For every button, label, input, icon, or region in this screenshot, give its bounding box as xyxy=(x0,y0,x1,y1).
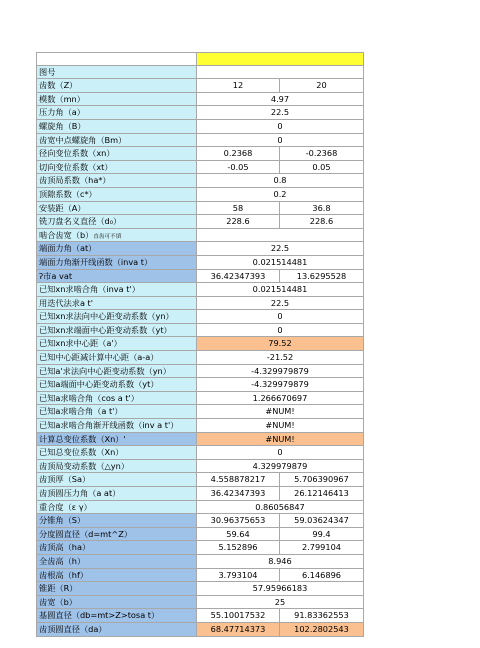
row-label: 啮合齿宽（b） xyxy=(39,229,94,240)
row-label-cell[interactable] xyxy=(36,405,197,419)
row-label-cell[interactable] xyxy=(36,310,197,324)
row-label: ʔ巿a vat xyxy=(39,270,73,281)
row-label-cell[interactable] xyxy=(36,215,197,229)
gear2-value-cell[interactable]: 228.6 xyxy=(280,215,364,229)
header-row xyxy=(36,52,364,66)
row-label-cell[interactable] xyxy=(36,501,197,515)
row-label: 齿顶厚（Sa） xyxy=(39,474,91,485)
gear1-value-cell[interactable]: 68.47714373 xyxy=(197,623,280,637)
table-row xyxy=(36,229,364,243)
merged-value-cell[interactable]: 0 xyxy=(197,310,364,324)
merged-value-cell[interactable]: 4.97 xyxy=(197,93,364,107)
row-label: 已知xn求中心距（a'） xyxy=(39,338,122,349)
row-label: 已知a'求法向中心距变动系数（yn） xyxy=(39,365,171,376)
merged-value-cell[interactable]: #NUM! xyxy=(197,433,364,447)
row-label: 已知a求啮合角（cos a t'） xyxy=(39,392,139,403)
table-row xyxy=(36,392,364,406)
gear1-value-cell[interactable]: 3.793104 xyxy=(197,569,280,583)
merged-value-cell[interactable]: -4.329979879 xyxy=(197,378,364,392)
table-row xyxy=(36,460,364,474)
gear1-value-cell[interactable]: 36.42347393 xyxy=(197,487,280,501)
row-label: 分度圆直径（d=mt^Z） xyxy=(39,528,133,539)
row-label-cell[interactable] xyxy=(36,202,197,216)
merged-value-cell[interactable]: 8.946 xyxy=(197,555,364,569)
merged-value-cell[interactable]: -4.329979879 xyxy=(197,365,364,379)
row-label-cell[interactable] xyxy=(36,297,197,311)
gear2-value-cell[interactable]: 20 xyxy=(280,79,364,93)
row-label-cell[interactable] xyxy=(36,446,197,460)
table-row xyxy=(36,242,364,256)
table-row xyxy=(36,365,364,379)
merged-value-cell[interactable]: 0.86056847 xyxy=(197,501,364,515)
gear2-value-cell[interactable]: 99.4 xyxy=(280,528,364,542)
row-label: 顶隙系数（c*） xyxy=(39,188,97,199)
row-label: 齿顶高（ha） xyxy=(39,542,91,553)
table-row xyxy=(36,351,364,365)
table-row xyxy=(36,202,364,216)
row-label: 齿顶圆压力角（a at） xyxy=(39,488,121,498)
row-label-cell[interactable] xyxy=(36,487,197,501)
merged-value-cell[interactable]: 57.95966183 xyxy=(197,582,364,596)
row-label-cell[interactable] xyxy=(36,378,197,392)
gear1-value-cell[interactable]: 36.42347393 xyxy=(197,270,280,284)
row-label: 压力角（a） xyxy=(39,107,85,118)
row-label-cell[interactable] xyxy=(36,528,197,542)
table-row xyxy=(36,174,364,188)
row-label: 齿顶局系数（ha*） xyxy=(39,175,111,186)
row-label-cell[interactable] xyxy=(36,569,197,583)
row-label: 安装距（A） xyxy=(39,202,86,213)
row-label-cell[interactable] xyxy=(36,582,197,596)
row-label: 螺旋角（B） xyxy=(39,120,86,131)
table-row xyxy=(36,337,364,351)
table-row xyxy=(36,93,364,107)
gear2-value-cell[interactable]: 5.706390967 xyxy=(280,473,364,487)
merged-value-cell[interactable]: 79.52 xyxy=(197,337,364,351)
merged-value-cell[interactable]: 0.021514481 xyxy=(197,256,364,270)
row-label-cell[interactable] xyxy=(36,242,197,256)
row-label-cell[interactable] xyxy=(36,623,197,637)
table-row xyxy=(36,297,364,311)
row-label: 模数（mn） xyxy=(39,93,85,104)
table-row xyxy=(36,270,364,284)
gear2-value-cell[interactable]: 59.03624347 xyxy=(280,514,364,528)
row-label: 齿顶局变动系数（△yn） xyxy=(39,460,130,471)
merged-value-cell[interactable]: 22.5 xyxy=(197,106,364,120)
row-label: 齿顶圆直径（da） xyxy=(39,623,107,634)
row-label-cell[interactable] xyxy=(36,134,197,148)
gear2-value-cell[interactable]: 91.83362553 xyxy=(280,609,364,623)
row-label: 重合度（ε γ） xyxy=(39,501,92,512)
merged-value-cell[interactable]: #NUM! xyxy=(197,419,364,433)
row-label-cell[interactable] xyxy=(36,365,197,379)
row-label: 齿宽中点螺旋角（Bm） xyxy=(39,134,127,145)
table-row xyxy=(36,623,364,637)
gear2-value-cell[interactable]: 13.6295528 xyxy=(280,270,364,284)
row-label-cell[interactable] xyxy=(36,147,197,161)
header-yellow-cell[interactable] xyxy=(197,52,364,66)
row-label-cell[interactable] xyxy=(36,256,197,270)
table-row xyxy=(36,405,364,419)
merged-value-cell[interactable] xyxy=(197,66,364,80)
data-rows xyxy=(36,66,364,637)
row-label: 已知xn求法向中心距变动系数（yn） xyxy=(39,311,174,322)
gear1-value-cell[interactable]: -0.05 xyxy=(197,161,280,175)
merged-value-cell[interactable]: 0.8 xyxy=(197,174,364,188)
table-row xyxy=(36,188,364,202)
row-label: 已知中心距减计算中心距（a-a） xyxy=(39,352,159,363)
merged-value-cell[interactable]: 0 xyxy=(197,134,364,148)
row-label-cell[interactable] xyxy=(36,392,197,406)
row-label: 分锥角（S） xyxy=(39,515,86,526)
table-row xyxy=(36,215,364,229)
header-label-cell[interactable] xyxy=(36,52,197,66)
merged-value-cell[interactable]: 22.5 xyxy=(197,297,364,311)
row-label-cell[interactable] xyxy=(36,270,197,284)
row-label: 全齿高（h） xyxy=(39,555,86,566)
table-row xyxy=(36,66,364,80)
table-row xyxy=(36,528,364,542)
row-label: 已知xn求端面中心距变动系数（yt） xyxy=(39,324,172,335)
row-label: 端面力角渐开线函数（inva t） xyxy=(39,256,153,267)
row-label: 已知a端面中心距变动系数（yt） xyxy=(39,379,159,390)
gear2-value-cell[interactable]: 36.8 xyxy=(280,202,364,216)
row-label-cell[interactable] xyxy=(36,609,197,623)
table-row xyxy=(36,473,364,487)
row-label: 径向变位系数（xn） xyxy=(39,148,115,159)
gear1-value-cell[interactable]: 4.558878217 xyxy=(197,473,280,487)
table-row xyxy=(36,419,364,433)
merged-value-cell[interactable]: 0 xyxy=(197,324,364,338)
row-label-cell[interactable] xyxy=(36,419,197,433)
gear2-value-cell[interactable]: 6.146896 xyxy=(280,569,364,583)
table-row xyxy=(36,147,364,161)
row-label-cell[interactable] xyxy=(36,229,197,243)
table-row xyxy=(36,283,364,297)
merged-value-cell[interactable]: 0.2 xyxy=(197,188,364,202)
table-row xyxy=(36,501,364,515)
row-label: 已知xn求啮合角（inva t'） xyxy=(39,284,140,295)
gear1-value-cell[interactable]: 0.2368 xyxy=(197,147,280,161)
table-row xyxy=(36,569,364,583)
row-label-cell[interactable] xyxy=(36,555,197,569)
gear2-value-cell[interactable]: 0.05 xyxy=(280,161,364,175)
row-label-cell[interactable] xyxy=(36,161,197,175)
row-note: 直齿可不填 xyxy=(93,233,122,240)
table-row xyxy=(36,161,364,175)
row-label: 锥距（R） xyxy=(39,583,78,594)
row-label-cell[interactable] xyxy=(36,337,197,351)
merged-value-cell[interactable]: 0 xyxy=(197,446,364,460)
row-label: 用迭代法求a t' xyxy=(39,297,94,308)
row-label: 齿宽（b） xyxy=(39,596,77,607)
gear1-value-cell[interactable]: 228.6 xyxy=(197,215,280,229)
merged-value-cell[interactable]: 0 xyxy=(197,120,364,134)
row-label: 计算总变位系数（Xn）' xyxy=(39,433,126,444)
row-label-cell[interactable] xyxy=(36,93,197,107)
row-label-cell[interactable] xyxy=(36,433,197,447)
row-label: 基圆直径（db=mt>Z>tosa t） xyxy=(39,610,160,621)
row-label: 端面力角（at） xyxy=(39,243,97,254)
table-row xyxy=(36,106,364,120)
row-label-cell[interactable] xyxy=(36,541,197,555)
gear2-value-cell[interactable]: 102.2802543 xyxy=(280,623,364,637)
table-row xyxy=(36,541,364,555)
gear2-value-cell[interactable]: 2.799104 xyxy=(280,541,364,555)
table-row xyxy=(36,120,364,134)
gear2-value-cell[interactable]: 26.12146413 xyxy=(280,487,364,501)
row-label: 齿根高（hf） xyxy=(39,569,89,580)
row-label-cell[interactable] xyxy=(36,66,197,80)
table-row xyxy=(36,582,364,596)
merged-value-cell[interactable]: -21.52 xyxy=(197,351,364,365)
gear1-value-cell[interactable]: 30.96375653 xyxy=(197,514,280,528)
row-label: 铣刀盘名义直径（d₀） xyxy=(39,216,122,227)
spreadsheet xyxy=(36,52,364,637)
table-row xyxy=(36,609,364,623)
table-row xyxy=(36,514,364,528)
gear1-value-cell[interactable]: 55.10017532 xyxy=(197,609,280,623)
row-label-cell[interactable] xyxy=(36,120,197,134)
table-row xyxy=(36,378,364,392)
row-label: 已知a求啮合角（a t'） xyxy=(39,406,123,417)
row-label: 齿数（Z） xyxy=(39,80,78,91)
table-row xyxy=(36,79,364,93)
table-row xyxy=(36,446,364,460)
row-label: 已知a求啮合角渐开线函数（inv a t'） xyxy=(39,420,179,431)
table-row xyxy=(36,134,364,148)
merged-value-cell[interactable]: #NUM! xyxy=(197,405,364,419)
row-label: 切向变位系数（xt） xyxy=(39,161,113,172)
row-label-cell[interactable] xyxy=(36,596,197,610)
table-row xyxy=(36,256,364,270)
merged-value-cell[interactable]: 1.266670697 xyxy=(197,392,364,406)
merged-value-cell[interactable]: 0.021514481 xyxy=(197,283,364,297)
row-label: 图号 xyxy=(39,66,56,77)
merged-value-cell[interactable]: 25 xyxy=(197,596,364,610)
row-label-cell[interactable] xyxy=(36,174,197,188)
row-label-cell[interactable] xyxy=(36,79,197,93)
table-row xyxy=(36,310,364,324)
row-label-cell[interactable] xyxy=(36,324,197,338)
row-label-cell[interactable] xyxy=(36,514,197,528)
merged-value-cell[interactable]: 22.5 xyxy=(197,242,364,256)
row-label-cell[interactable] xyxy=(36,283,197,297)
merged-value-cell[interactable]: 4.329979879 xyxy=(197,460,364,474)
table-row xyxy=(36,596,364,610)
table-row xyxy=(36,487,364,501)
row-label-cell[interactable] xyxy=(36,460,197,474)
gear1-value-cell[interactable]: 58 xyxy=(197,202,280,216)
merged-value-cell[interactable] xyxy=(197,229,364,243)
table-row xyxy=(36,433,364,447)
row-label-cell[interactable] xyxy=(36,188,197,202)
row-label-cell[interactable] xyxy=(36,106,197,120)
row-label-cell[interactable] xyxy=(36,473,197,487)
gear1-value-cell[interactable]: 5.152896 xyxy=(197,541,280,555)
gear2-value-cell[interactable]: -0.2368 xyxy=(280,147,364,161)
table-row xyxy=(36,324,364,338)
row-label-cell[interactable] xyxy=(36,351,197,365)
table-row xyxy=(36,555,364,569)
gear1-value-cell[interactable]: 12 xyxy=(197,79,280,93)
gear1-value-cell[interactable]: 59.64 xyxy=(197,528,280,542)
row-label: 已知总变位系数（Xn） xyxy=(39,447,124,458)
